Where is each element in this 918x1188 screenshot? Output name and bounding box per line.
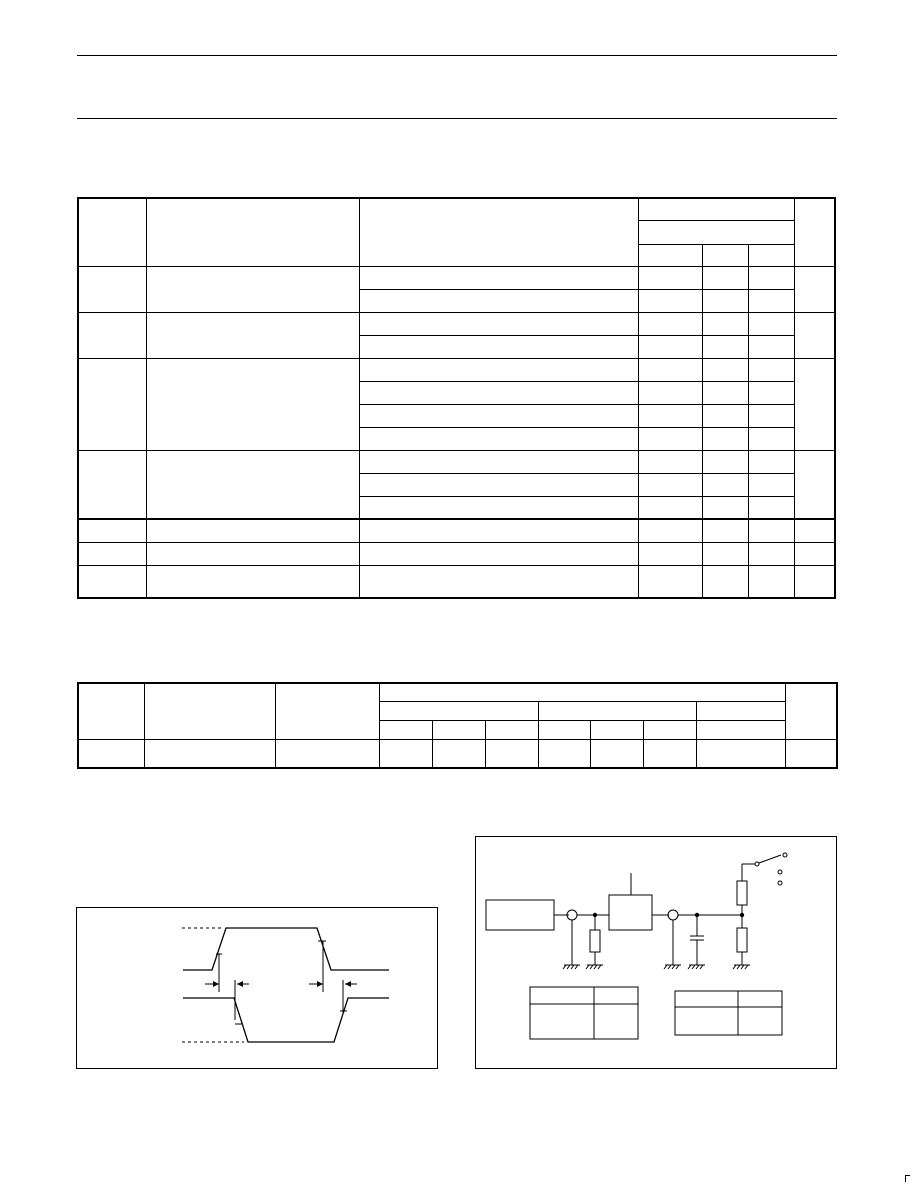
table-cell xyxy=(702,450,748,473)
header-cell xyxy=(696,720,785,739)
table-cell xyxy=(359,473,638,496)
header-rule-bottom xyxy=(77,118,837,119)
table-cell xyxy=(638,519,702,542)
table-cell xyxy=(702,381,748,404)
pulse-generator-block xyxy=(486,900,554,930)
header-cell-unit xyxy=(794,198,835,266)
table-cell xyxy=(794,312,835,358)
header-cell-temperature xyxy=(638,220,794,244)
table-cell xyxy=(748,358,794,381)
table-cell xyxy=(702,404,748,427)
table-cell xyxy=(794,542,835,565)
table-cell xyxy=(748,289,794,312)
table-cell xyxy=(638,542,702,565)
table-cell xyxy=(359,565,638,598)
table-row xyxy=(78,542,835,565)
coax-connector-icon xyxy=(668,910,678,920)
header-cell xyxy=(538,720,590,739)
header-cell xyxy=(696,701,785,720)
junction-dot xyxy=(695,913,699,917)
test-circuit-figure xyxy=(475,836,837,1069)
table-cell xyxy=(702,289,748,312)
table-cell xyxy=(748,542,794,565)
waveform-diagram xyxy=(77,908,437,1068)
switch-contact-icon xyxy=(755,862,759,866)
switch-blade xyxy=(759,855,781,863)
header-cell xyxy=(379,701,538,720)
header-cell xyxy=(144,683,275,739)
figure-table-left xyxy=(530,987,638,1039)
figure-table-right xyxy=(675,991,782,1035)
junction-dot xyxy=(740,913,744,917)
table-cell xyxy=(638,266,702,289)
resistor-icon xyxy=(590,930,600,952)
header-cell xyxy=(538,701,696,720)
table-cell xyxy=(359,450,638,473)
table-cell xyxy=(359,358,638,381)
table-cell xyxy=(359,266,638,289)
table-cell xyxy=(748,312,794,335)
table-cell xyxy=(638,565,702,598)
table-cell xyxy=(702,335,748,358)
page-corner-mark xyxy=(905,1175,910,1182)
header-cell-conditions xyxy=(359,198,638,266)
table-cell xyxy=(638,427,702,450)
table-row xyxy=(78,312,835,335)
ground-icon xyxy=(733,965,750,969)
header-cell-typ xyxy=(702,244,748,266)
switching-table xyxy=(77,682,838,769)
table-cell xyxy=(359,542,638,565)
table-cell xyxy=(432,739,485,768)
header-cell xyxy=(379,683,785,701)
table-cell xyxy=(275,739,379,768)
table-cell xyxy=(359,289,638,312)
table-cell xyxy=(146,312,359,358)
table-cell xyxy=(638,381,702,404)
test-circuit-diagram xyxy=(476,837,836,1068)
table-cell xyxy=(78,542,146,565)
arrow-right-icon xyxy=(213,981,219,987)
table-cell xyxy=(748,450,794,473)
table-cell xyxy=(702,266,748,289)
header-cell xyxy=(78,683,144,739)
table-cell xyxy=(696,739,785,768)
table-cell xyxy=(78,266,146,312)
table-cell xyxy=(146,358,359,450)
table-cell xyxy=(638,289,702,312)
junction-dot xyxy=(593,913,597,917)
table-cell xyxy=(748,473,794,496)
table-cell xyxy=(359,519,638,542)
table-cell xyxy=(794,519,835,542)
resistor-icon xyxy=(737,881,747,905)
dut-block xyxy=(609,895,652,930)
table-cell xyxy=(638,335,702,358)
table-cell xyxy=(748,565,794,598)
table-cell xyxy=(702,358,748,381)
switch-contact-icon xyxy=(778,870,782,874)
table-cell xyxy=(794,266,835,312)
table-row xyxy=(78,519,835,542)
table-cell xyxy=(748,381,794,404)
table-row xyxy=(78,266,835,289)
table-cell xyxy=(146,565,359,598)
table-cell xyxy=(702,473,748,496)
ground-icon xyxy=(563,965,580,969)
switch-contact-icon xyxy=(778,881,782,885)
table-cell xyxy=(146,266,359,312)
header-cell-max xyxy=(748,244,794,266)
table-cell xyxy=(702,496,748,519)
resistor-icon xyxy=(737,928,747,952)
table-cell xyxy=(638,358,702,381)
arrow-left-icon xyxy=(237,981,243,987)
table-cell xyxy=(78,450,146,519)
table-cell xyxy=(638,496,702,519)
table-cell xyxy=(794,358,835,450)
table-cell xyxy=(748,496,794,519)
table-cell xyxy=(748,404,794,427)
header-cell xyxy=(275,683,379,739)
header-cell xyxy=(485,720,538,739)
table-cell xyxy=(702,542,748,565)
waveform-figure xyxy=(76,907,438,1069)
table-cell xyxy=(538,739,590,768)
table-row xyxy=(78,358,835,381)
table-cell xyxy=(78,519,146,542)
table-cell xyxy=(702,427,748,450)
table-cell xyxy=(359,335,638,358)
header-cell xyxy=(785,683,837,739)
table-header-row xyxy=(78,198,835,220)
characteristics-table xyxy=(77,197,836,599)
table-cell xyxy=(359,404,638,427)
table-cell xyxy=(702,312,748,335)
table-cell xyxy=(748,335,794,358)
arrow-left-icon xyxy=(345,981,351,987)
table-cell xyxy=(146,519,359,542)
table-cell xyxy=(78,565,146,598)
header-cell xyxy=(643,720,696,739)
table-cell xyxy=(702,519,748,542)
header-cell xyxy=(432,720,485,739)
table-cell xyxy=(638,450,702,473)
header-rule-top xyxy=(77,55,837,56)
table-cell xyxy=(144,739,275,768)
table-cell xyxy=(359,427,638,450)
table-cell xyxy=(359,312,638,335)
table-cell xyxy=(146,450,359,519)
table-header-row xyxy=(78,683,837,701)
table-cell xyxy=(638,473,702,496)
ground-icon xyxy=(688,965,705,969)
table-row xyxy=(78,565,835,598)
table-cell xyxy=(643,739,696,768)
table-cell xyxy=(785,739,837,768)
table-cell xyxy=(379,739,432,768)
table-cell xyxy=(794,565,835,598)
table-cell xyxy=(78,358,146,450)
table-cell xyxy=(638,404,702,427)
table-cell xyxy=(359,496,638,519)
table-row xyxy=(78,739,837,768)
switch-contact-icon xyxy=(783,853,787,857)
table-cell xyxy=(359,381,638,404)
table-cell xyxy=(702,565,748,598)
table-cell xyxy=(146,542,359,565)
ground-icon xyxy=(586,965,603,969)
table-cell xyxy=(638,312,702,335)
table-cell xyxy=(748,266,794,289)
input-waveform xyxy=(183,928,389,970)
table-cell xyxy=(78,312,146,358)
table-cell xyxy=(485,739,538,768)
table-row xyxy=(78,450,835,473)
header-cell-symbol xyxy=(78,198,146,266)
header-cell-limits xyxy=(638,198,794,220)
header-cell-parameter xyxy=(146,198,359,266)
table-cell xyxy=(748,427,794,450)
arrow-right-icon xyxy=(317,981,323,987)
ground-icon xyxy=(664,965,681,969)
table-cell xyxy=(590,739,643,768)
header-cell xyxy=(379,720,432,739)
header-cell-min xyxy=(638,244,702,266)
header-cell xyxy=(590,720,643,739)
table-cell xyxy=(78,739,144,768)
table-cell xyxy=(748,519,794,542)
table-cell xyxy=(794,450,835,519)
output-waveform xyxy=(183,998,389,1042)
